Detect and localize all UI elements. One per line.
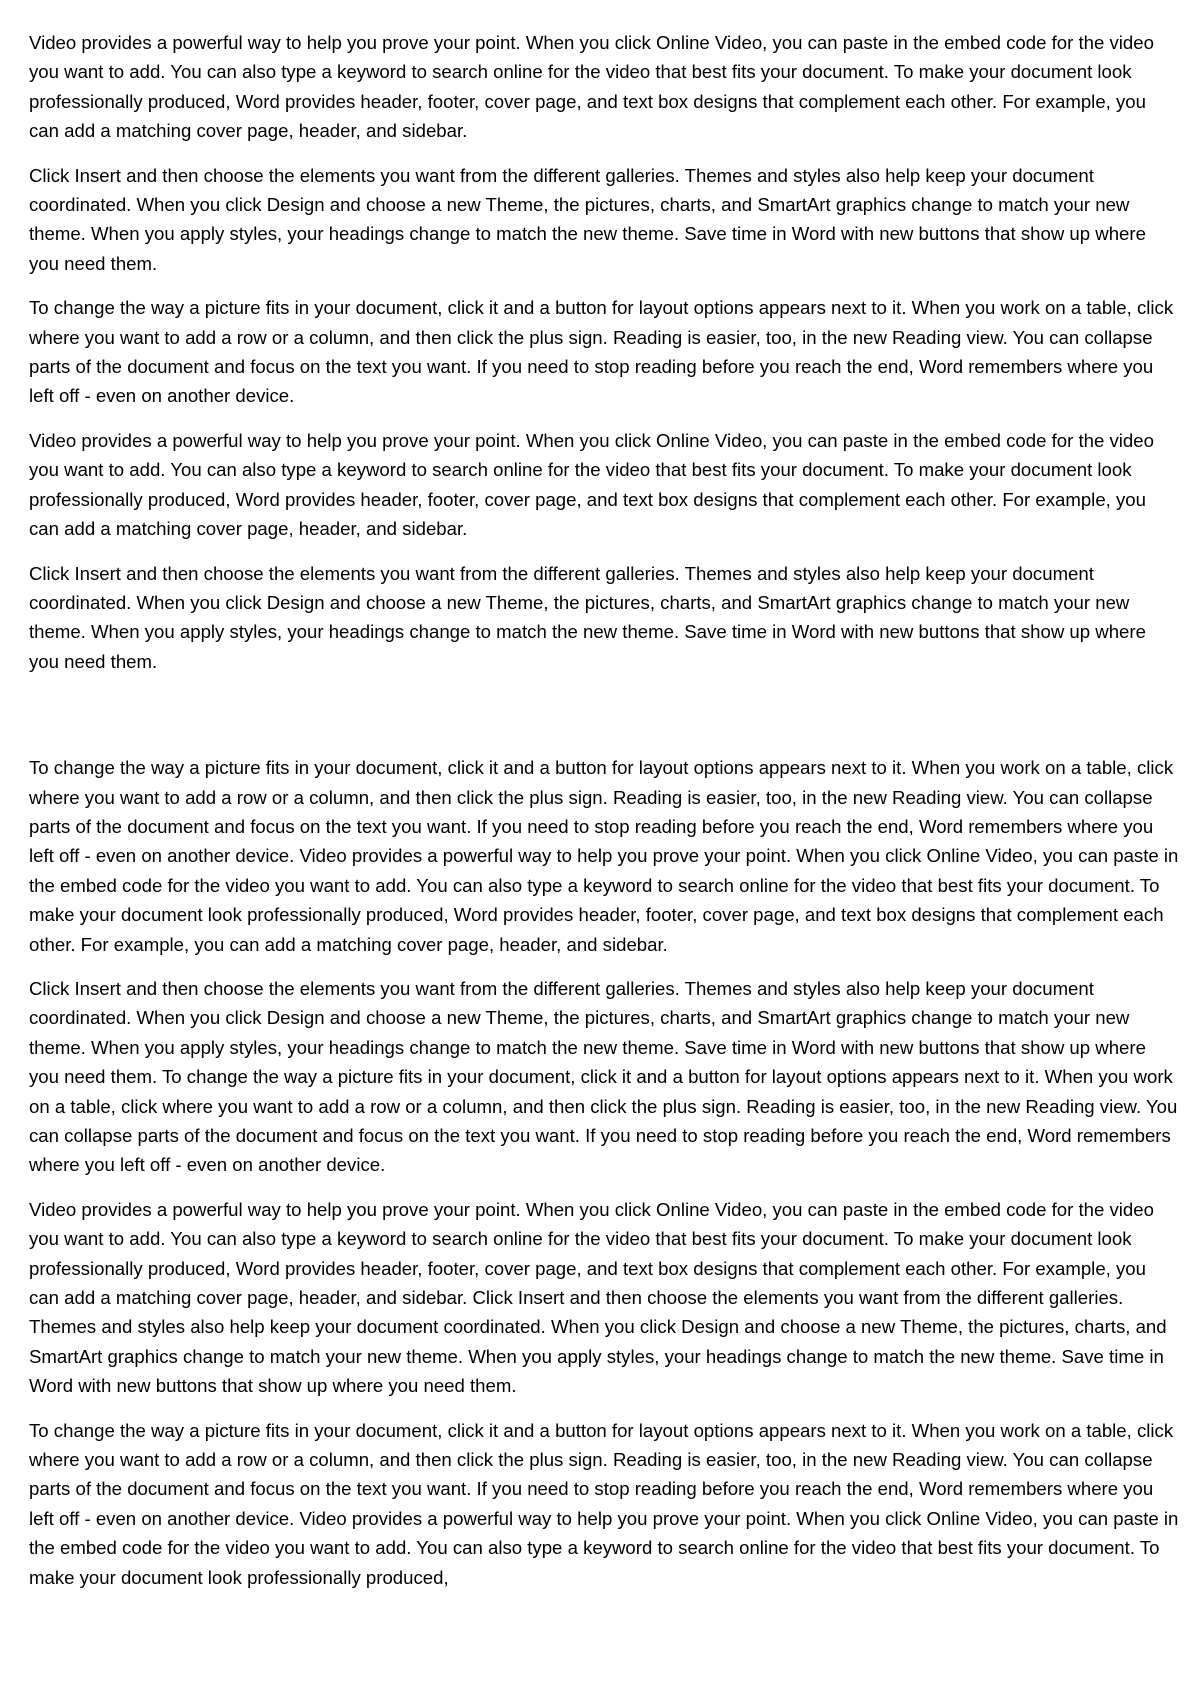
empty-paragraph-spacer bbox=[29, 691, 1179, 753]
paragraph-4: Video provides a powerful way to help you prove your point. When you click Online Video, you can paste in the embed code for the video you want to add. You can also type a keyword to search online for the video that best fits your document. To make your document look professionally produced, Word provides header, footer, cover page, and text box designs that complement each other. For example, you can add a matching cover page, header, and sidebar. bbox=[29, 429, 1154, 540]
paragraph-8: Video provides a powerful way to help you prove your point. When you click Online Video, you can paste in the embed code for the video you want to add. You can also type a keyword to search online for the video that best fits your document. To make your document look professionally produced, Word provides header, footer, cover page, and text box designs that complement each other. For example, you can add a matching cover page, header, and sidebar. Click Insert and then choose the elements you want from the different galleries. Themes and styles also help keep your document coordinated. When you click Design and choose a new Theme, the pictures, charts, and SmartArt graphics change to match your new theme. When you apply styles, your headings change to match the new theme. Save time in Word with new buttons that show up where you need them. bbox=[29, 1198, 1167, 1397]
paragraph-9: To change the way a picture fits in your document, click it and a button for layout options appears next to it. When you work on a table, click where you want to add a row or a column, and then click the plus sign. Reading is easier, too, in the new Reading view. You can collapse parts of the document and focus on the text you want. If you need to stop reading before you reach the end, Word remembers where you left off - even on another device. Video provides a powerful way to help you prove your point. When you click Online Video, you can paste in the embed code for the video you want to add. You can also type a keyword to search online for the video that best fits your document. To make your document look professionally produced, bbox=[29, 1419, 1179, 1588]
paragraph-6: To change the way a picture fits in your document, click it and a button for layout options appears next to it. When you work on a table, click where you want to add a row or a column, and then click the plus sign. Reading is easier, too, in the new Reading view. You can collapse parts of the document and focus on the text you want. If you need to stop reading before you reach the end, Word remembers where you left off - even on another device. Video provides a powerful way to help you prove your point. When you click Online Video, you can paste in the embed code for the video you want to add. You can also type a keyword to search online for the video that best fits your document. To make your document look professionally produced, Word provides header, footer, cover page, and text box designs that complement each other. For example, you can add a matching cover page, header, and sidebar. bbox=[29, 757, 1179, 955]
paragraph-5: Click Insert and then choose the elements you want from the different galleries. Themes and styles also help keep your document coordinated. When you click Design and choose a new Theme, the pictures, charts, and SmartArt graphics change to match your new theme. When you apply styles, your headings change to match the new theme. Save time in Word with new buttons that show up where you need them. bbox=[29, 562, 1146, 672]
paragraph-1: Video provides a powerful way to help you prove your point. When you click Online Video, you can paste in the embed code for the video you want to add. You can also type a keyword to search online for the video that best fits your document. To make your document look professionally produced, Word provides header, footer, cover page, and text box designs that complement each other. For example, you can add a matching cover page, header, and sidebar. bbox=[29, 32, 1154, 142]
paragraph-2: Click Insert and then choose the elements you want from the different galleries. Themes and styles also help keep your document coordinated. When you click Design and choose a new Theme, the pictures, charts, and SmartArt graphics change to match your new theme. When you apply styles, your headings change to match the new theme. Save time in Word with new buttons that show up where you need them. bbox=[29, 164, 1146, 274]
paragraph-7: Click Insert and then choose the elements you want from the different galleries. Themes and styles also help keep your document coordinated. When you click Design and choose a new Theme, the pictures, charts, and SmartArt graphics change to match your new theme. When you apply styles, your headings change to match the new theme. Save time in Word with new buttons that show up where you need them. To change the way a picture fits in your document, click it and a button for layout options appears next to it. When you work on a table, click where you want to add a row or a column, and then click the plus sign. Reading is easier, too, in the new Reading view. You can collapse parts of the document and focus on the text you want. If you need to stop reading before you reach the end, Word remembers where you left off - even on another device. bbox=[29, 977, 1178, 1176]
paragraph-3: To change the way a picture fits in your document, click it and a button for layout options appears next to it. When you work on a table, click where you want to add a row or a column, and then click the plus sign. Reading is easier, too, in the new Reading view. You can collapse parts of the document and focus on the text you want. If you need to stop reading before you reach the end, Word remembers where you left off - even on another device. bbox=[29, 297, 1174, 407]
document-page bbox=[29, 28, 1179, 1607]
